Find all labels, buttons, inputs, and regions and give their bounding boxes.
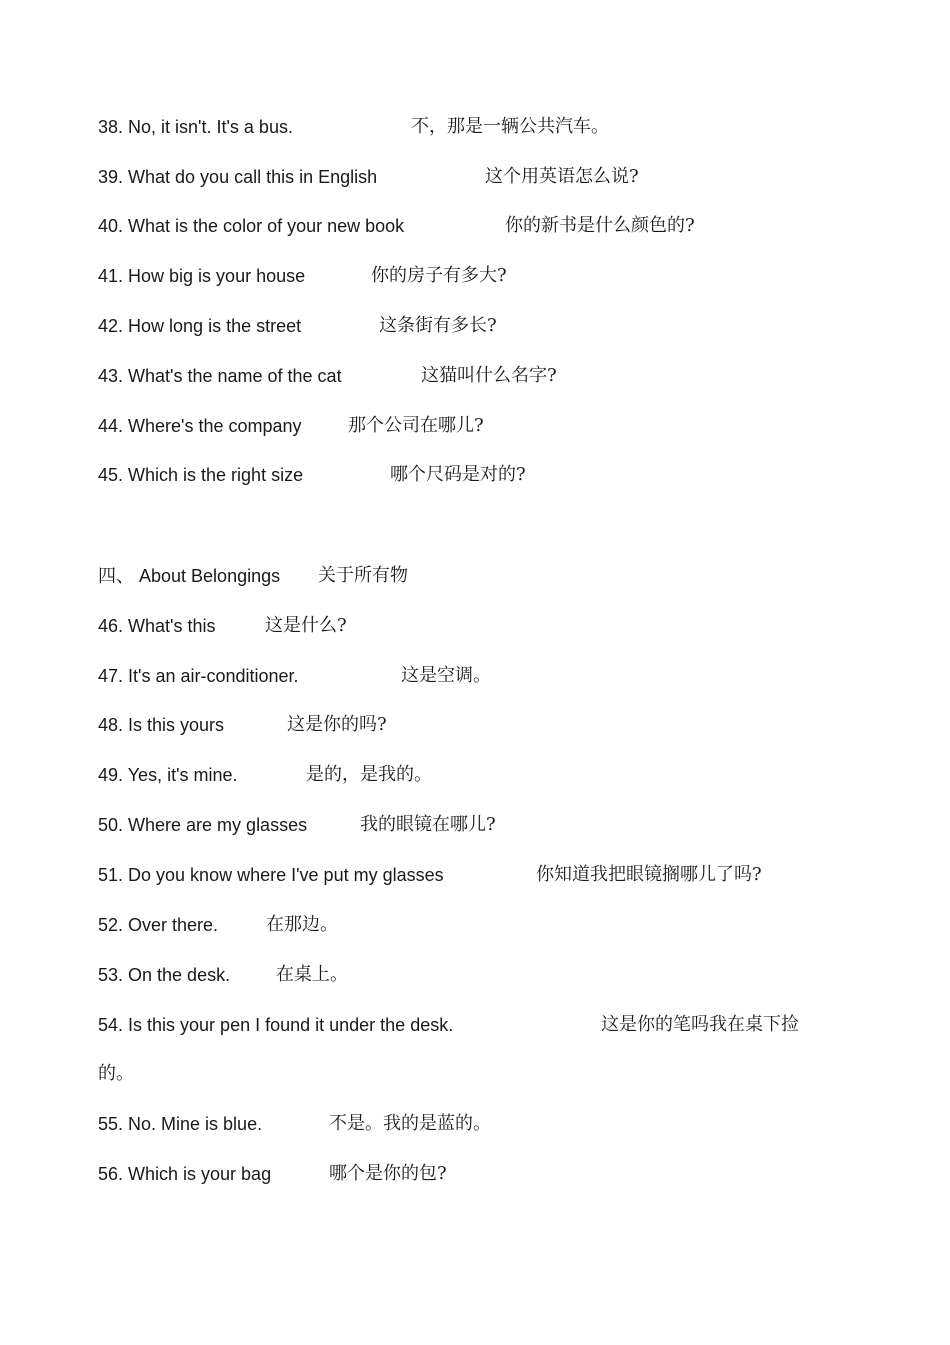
english-phrase: 49. Yes, it's mine. bbox=[98, 765, 238, 785]
chinese-translation: 在那边。 bbox=[266, 914, 338, 935]
english-phrase: 54. Is this your pen I found it under the desk. bbox=[98, 1015, 454, 1035]
english-phrase: 43. What's the name of the cat bbox=[98, 366, 342, 386]
english-phrase: 45. Which is the right size bbox=[98, 465, 304, 485]
chinese-translation: 这个用英语怎么说? bbox=[485, 166, 639, 187]
english-phrase: 52. Over there. bbox=[98, 915, 219, 935]
chinese-translation: 这条街有多长? bbox=[379, 315, 497, 336]
english-phrase: 41. How big is your house bbox=[98, 266, 306, 286]
section-heading-english: 四、 About Belongings bbox=[98, 566, 281, 586]
chinese-translation: 不，那是一辆公共汽车。 bbox=[411, 116, 609, 137]
chinese-translation: 这是空调。 bbox=[401, 665, 491, 686]
chinese-translation: 这是你的吗? bbox=[287, 714, 387, 735]
chinese-translation: 哪个是你的包? bbox=[329, 1163, 447, 1184]
chinese-translation: 你的新书是什么颜色的? bbox=[505, 215, 695, 236]
chinese-translation: 在桌上。 bbox=[276, 964, 348, 985]
english-phrase: 47. It's an air-conditioner. bbox=[98, 666, 299, 686]
english-phrase: 46. What's this bbox=[98, 616, 216, 636]
chinese-translation: 你知道我把眼镜搁哪儿了吗? bbox=[536, 864, 762, 885]
english-phrase: 51. Do you know where I've put my glasses bbox=[98, 865, 444, 885]
chinese-translation: 这是你的笔吗我在桌下捡 bbox=[601, 1014, 799, 1035]
english-phrase: 39. What do you call this in English bbox=[98, 167, 378, 187]
english-phrase: 42. How long is the street bbox=[98, 316, 302, 336]
english-phrase: 38. No, it isn't. It's a bus. bbox=[98, 117, 293, 137]
chinese-translation: 那个公司在哪儿? bbox=[348, 415, 484, 436]
english-phrase: 40. What is the color of your new book bbox=[98, 216, 405, 236]
english-phrase: 56. Which is your bag bbox=[98, 1164, 272, 1184]
english-phrase: 44. Where's the company bbox=[98, 416, 302, 436]
chinese-translation: 这猫叫什么名字? bbox=[421, 365, 557, 386]
english-phrase: 48. Is this yours bbox=[98, 715, 225, 735]
chinese-translation: 这是什么? bbox=[265, 615, 347, 636]
chinese-translation: 不是。我的是蓝的。 bbox=[329, 1113, 491, 1134]
section-heading-chinese: 关于所有物 bbox=[318, 565, 408, 586]
english-phrase: 53. On the desk. bbox=[98, 965, 231, 985]
chinese-translation: 哪个尺码是对的? bbox=[390, 464, 526, 485]
chinese-translation-continued: 的。 bbox=[98, 1063, 134, 1084]
chinese-translation: 我的眼镜在哪儿? bbox=[360, 814, 496, 835]
chinese-translation: 你的房子有多大? bbox=[371, 265, 507, 286]
english-phrase: 50. Where are my glasses bbox=[98, 815, 308, 835]
english-phrase: 55. No. Mine is blue. bbox=[98, 1114, 263, 1134]
chinese-translation: 是的，是我的。 bbox=[306, 764, 432, 785]
